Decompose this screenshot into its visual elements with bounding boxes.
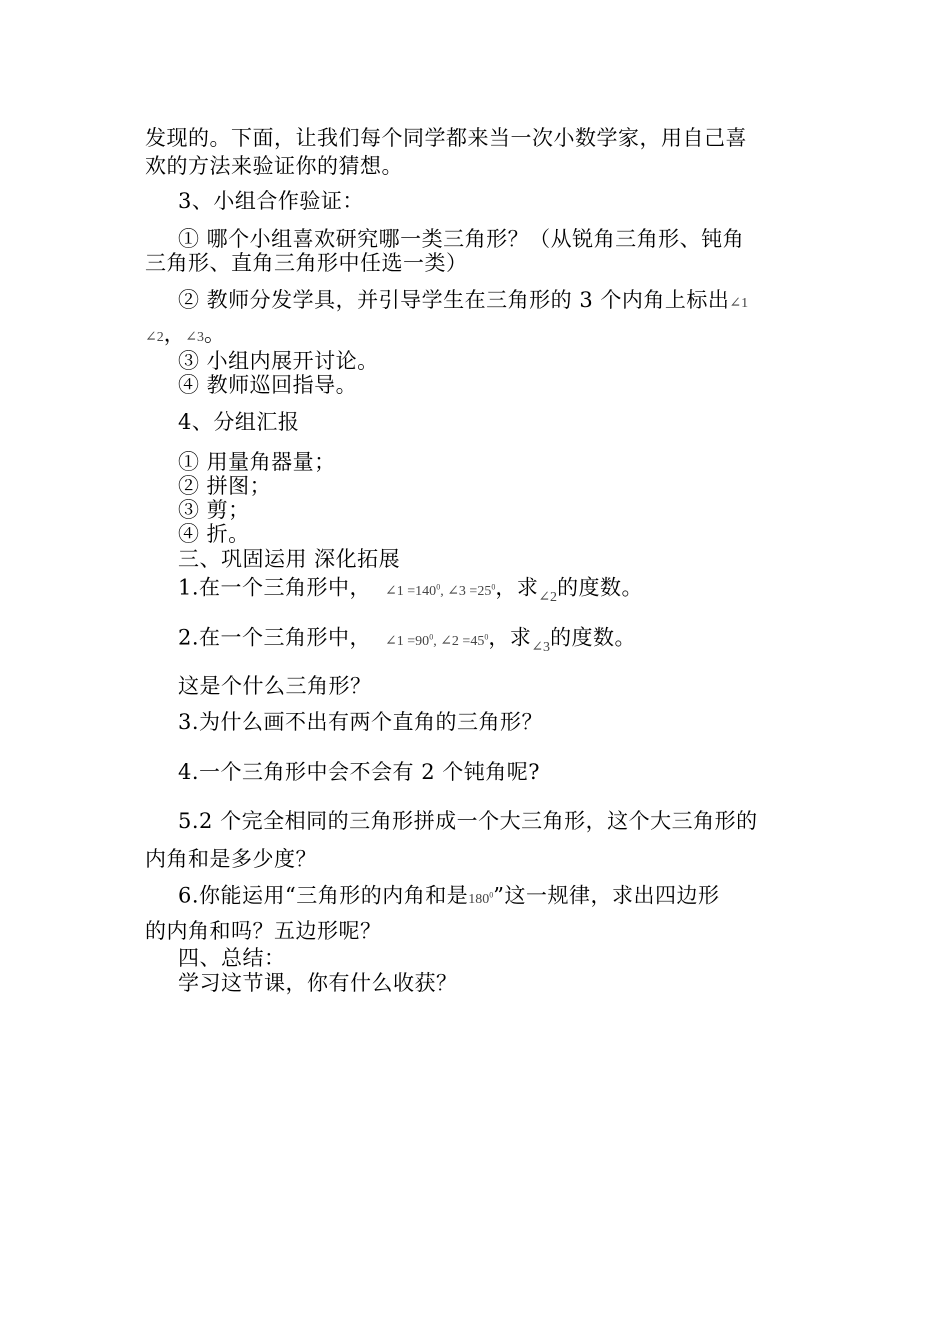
paragraph-line: 欢的方法来验证你的猜想。	[145, 154, 403, 178]
list-item: ③ 剪；	[178, 498, 250, 522]
angle-formula: ∠1 $=90^0$, ∠2 $=45^0$	[385, 632, 489, 649]
line-text: ，	[163, 322, 186, 346]
line-text: ”这一规律，求出四边形	[493, 883, 720, 908]
paragraph-line: ③ 小组内展开讨论。	[178, 349, 379, 373]
line-text: 的度数。	[550, 625, 637, 650]
line-text: ，求	[488, 625, 532, 650]
exercise-line	[178, 574, 643, 605]
section-heading: 4、分组汇报	[178, 410, 300, 434]
paragraph-line: 学习这节课，你有什么收获？	[178, 971, 458, 995]
line-text: ② 教师分发学具，并引导学生在三角形的 3 个内角上标出	[178, 288, 730, 312]
paragraph-line	[145, 321, 225, 351]
angle-formula: ∠1	[729, 296, 749, 311]
section-heading: 3、小组合作验证：	[178, 189, 364, 213]
angle-formula: ∠1 $=140^0$, ∠3 $=25^0$	[385, 582, 496, 599]
line-text: 2.在一个三角形中，	[178, 625, 372, 650]
list-item: ④ 折。	[178, 522, 250, 546]
angle-formula: ∠3	[185, 330, 204, 345]
line-text: 1.在一个三角形中，	[178, 575, 372, 600]
exercise-line: 这是个什么三角形？	[178, 674, 372, 698]
paragraph-line	[178, 287, 748, 317]
exercise-line: 3.为什么画不出有两个直角的三角形？	[178, 710, 544, 734]
exercise-line: 5.2 个完全相同的三角形拼成一个大三角形，这个大三角形的	[178, 809, 758, 833]
line-text: 6.你能运用“三角形的内角和是	[178, 883, 469, 908]
paragraph-line: 发现的。下面，让我们每个同学都来当一次小数学家，用自己喜	[145, 126, 747, 150]
exercise-line: 内角和是多少度？	[145, 847, 317, 871]
list-item: ② 拼图；	[178, 474, 272, 498]
list-item: ① 用量角器量；	[178, 450, 336, 474]
exercise-line: 的内角和吗？五边形呢？	[145, 919, 382, 943]
angle-formula: $180^0$	[468, 890, 494, 907]
line-text: ，求	[495, 575, 539, 600]
section-heading: 四、总结：	[178, 946, 286, 970]
paragraph-line: 三角形、直角三角形中任选一类）	[145, 251, 468, 275]
angle-formula: ∠2	[538, 589, 558, 605]
exercise-line	[178, 882, 720, 913]
line-text: 。	[203, 322, 226, 346]
exercise-line: 4.一个三角形中会不会有 2 个钝角呢?	[178, 760, 541, 784]
exercise-line	[178, 624, 636, 655]
angle-formula: ∠2	[145, 330, 164, 345]
line-text: 的度数。	[557, 575, 644, 600]
paragraph-line: ④ 教师巡回指导。	[178, 373, 358, 397]
paragraph-line: ① 哪个小组喜欢研究哪一类三角形？（从锐角三角形、钝角	[178, 227, 745, 251]
section-heading: 三、巩固运用 深化拓展	[178, 547, 401, 571]
angle-formula: ∠3	[531, 639, 551, 655]
